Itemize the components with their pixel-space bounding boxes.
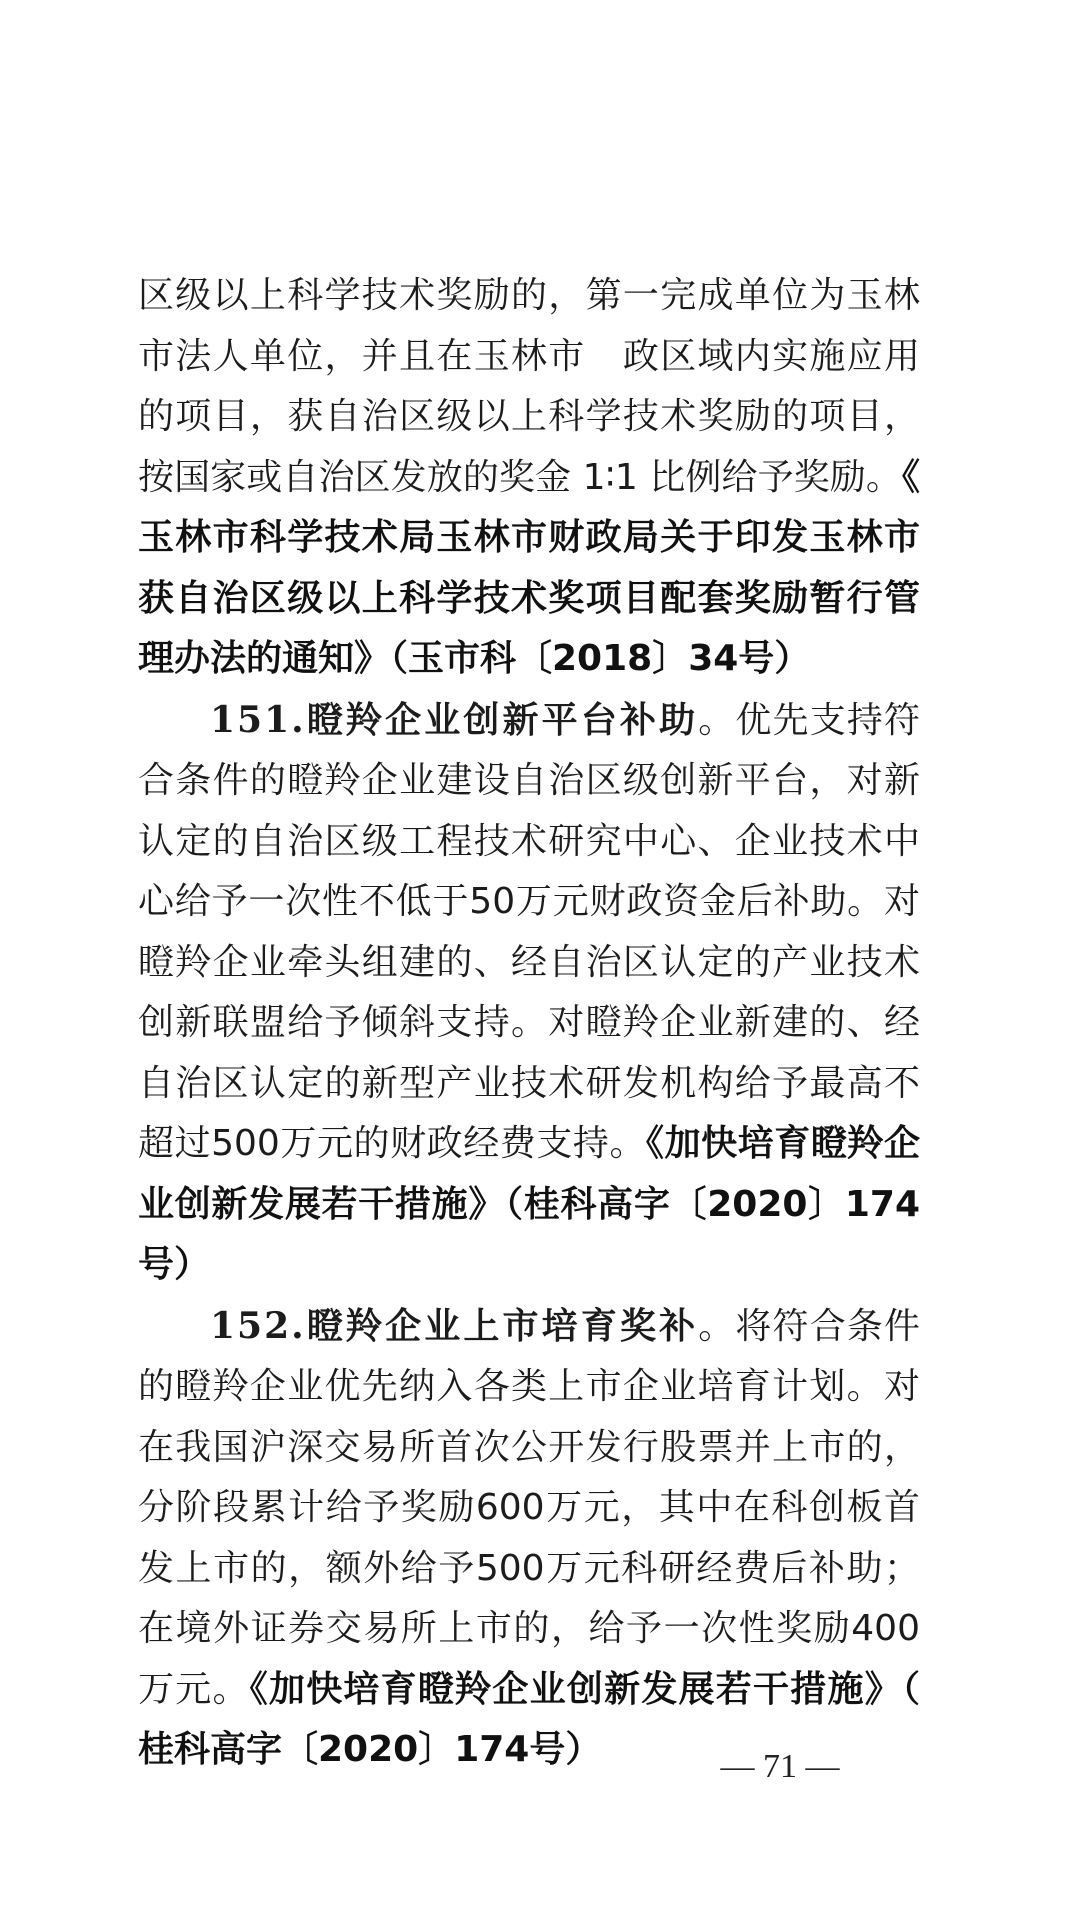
paragraph-continued <box>138 266 920 690</box>
item-152 <box>138 1296 920 1781</box>
document-body <box>138 266 920 1781</box>
policy-reference: 《加快培育瞪羚企业创新发展若干措施》（桂科高字〔2020〕174号） <box>138 1123 920 1285</box>
policy-reference: 《玉林市科学技术局玉林市财政局关于印发玉林市获自治区级以上科学技术奖项目配套奖励暂行管理办法的通知》（玉市科〔2018〕34号） <box>138 456 920 679</box>
paragraph-text: 区级以上科学技术奖励的，第一完成单位为玉林市法人单位，并且在玉林市 政区域内实施应用的项目，获自治区级以上科学技术奖励的项目，按国家或自治区发放的奖金 1∶1 比例给予奖励。 <box>138 275 920 498</box>
page-number: — 71 — <box>720 1748 840 1785</box>
item-151 <box>138 690 920 1296</box>
paragraph-text: 。将符合条件的瞪羚企业优先纳入各类上市企业培育计划。对在我国沪深交易所首次公开发行股票并上市的，分阶段累计给予奖励600万元，其中在科创板首发上市的，额外给予500万元科研经费后补助；在境外证券交易所上市的，给予一次性奖励400万元。 <box>138 1305 920 1710</box>
item-heading: 151.瞪羚企业创新平台补助 <box>210 698 699 741</box>
policy-reference: 《加快培育瞪羚企业创新发展若干措施》（桂科高字〔2020〕174号） <box>138 1668 920 1770</box>
item-heading: 152.瞪羚企业上市培育奖补 <box>210 1304 699 1347</box>
paragraph-text: 。优先支持符合条件的瞪羚企业建设自治区级创新平台，对新认定的自治区级工程技术研究中心、企业技术中心给予一次性不低于50万元财政资金后补助。对瞪羚企业牵头组建的、经自治区认定的产业技术创新联盟给予倾斜支持。对瞪羚企业新建的、经自治区认定的新型产业技术研发机构给予最高不超过500万元的财政经费支持。 <box>138 699 920 1164</box>
